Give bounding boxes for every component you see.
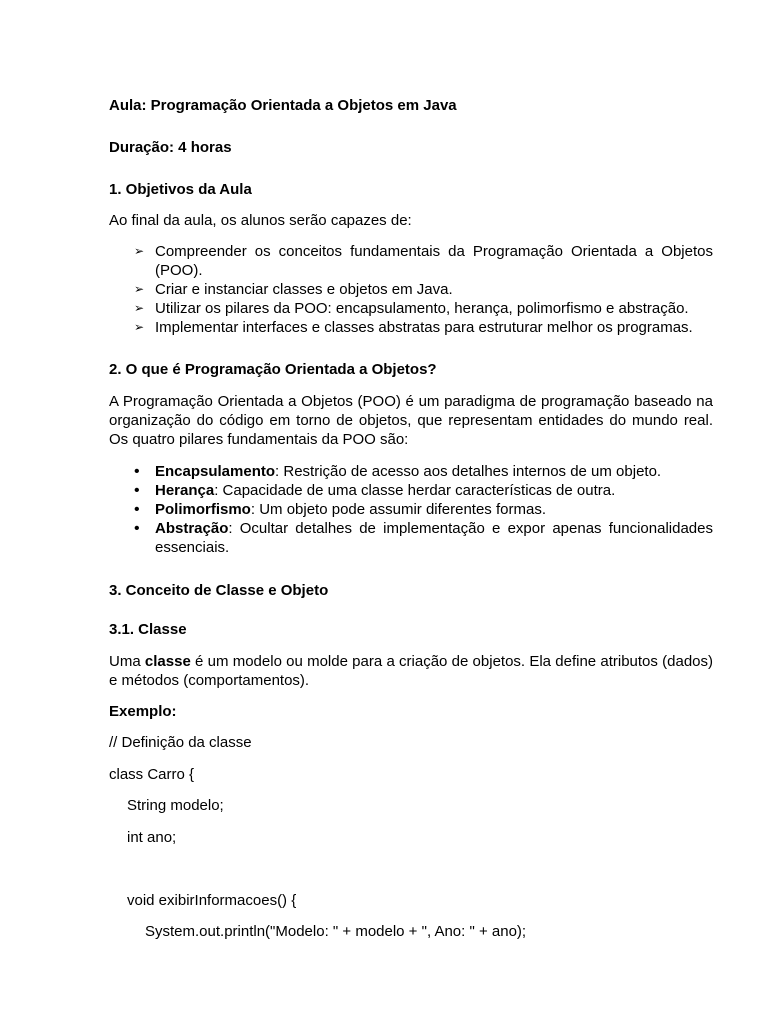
list-item: ➢ Utilizar os pilares da POO: encapsulamento, herança, polimorfismo e abstração. [134, 300, 689, 317]
arrow-bullet-icon: ➢ [134, 282, 145, 296]
list-item: ➢ Criar e instanciar classes e objetos em Java. [134, 281, 453, 298]
bullet-dot-icon: • [134, 463, 140, 480]
list-item: ➢ Implementar interfaces e classes abstratas para estruturar melhor os programas. [134, 319, 693, 336]
arrow-bullet-icon: ➢ [134, 320, 145, 334]
arrow-bullet-icon: ➢ [134, 301, 145, 315]
class-definition-paragraph: Uma classe é um modelo ou molde para a criação de objetos. Ela define atributos (dados) e métodos (comportamentos). [109, 653, 714, 689]
code-line: class Carro { [109, 766, 195, 783]
section3-subheading: 3.1. Classe [109, 621, 187, 638]
bullet-dot-icon: • [134, 501, 140, 518]
code-line: int ano; [127, 829, 177, 846]
bullet-dot-icon: • [134, 520, 140, 537]
code-line: String modelo; [127, 797, 224, 814]
section2-paragraph: A Programação Orientada a Objetos (POO) é um paradigma de programação baseado na organização do código em torno de objetos, que representam entidades do mundo real. Os quatro pilares fundamentais da POO são: [109, 393, 713, 448]
duration-line: Duração: 4 horas [109, 139, 232, 156]
list-item: • Abstração: Ocultar detalhes de implementação e expor apenas funcionalidades essenciais. [134, 520, 713, 556]
example-label: Exemplo: [109, 703, 177, 720]
section1-intro: Ao final da aula, os alunos serão capazes de: [109, 212, 412, 229]
list-item: ➢ Compreender os conceitos fundamentais da Programação Orientada a Objetos (POO). [134, 243, 713, 279]
section2-heading: 2. O que é Programação Orientada a Objetos? [109, 361, 437, 378]
arrow-bullet-icon: ➢ [134, 244, 145, 258]
bullet-dot-icon: • [134, 482, 140, 499]
list-item: • Encapsulamento: Restrição de acesso aos detalhes internos de um objeto. [134, 463, 662, 480]
code-line: void exibirInformacoes() { [127, 892, 297, 909]
objectives-list [109, 242, 713, 337]
pillars-list [109, 462, 713, 557]
code-line: System.out.println("Modelo: " + modelo + ", Ano: " + ano); [145, 923, 527, 940]
code-line: // Definição da classe [109, 734, 252, 751]
document-title: Aula: Programação Orientada a Objetos em Java [109, 97, 457, 114]
section3-heading: 3. Conceito de Classe e Objeto [109, 582, 329, 599]
list-item: • Polimorfismo: Um objeto pode assumir diferentes formas. [134, 501, 546, 518]
section1-heading: 1. Objetivos da Aula [109, 181, 252, 198]
list-item: • Herança: Capacidade de uma classe herdar características de outra. [134, 482, 616, 499]
